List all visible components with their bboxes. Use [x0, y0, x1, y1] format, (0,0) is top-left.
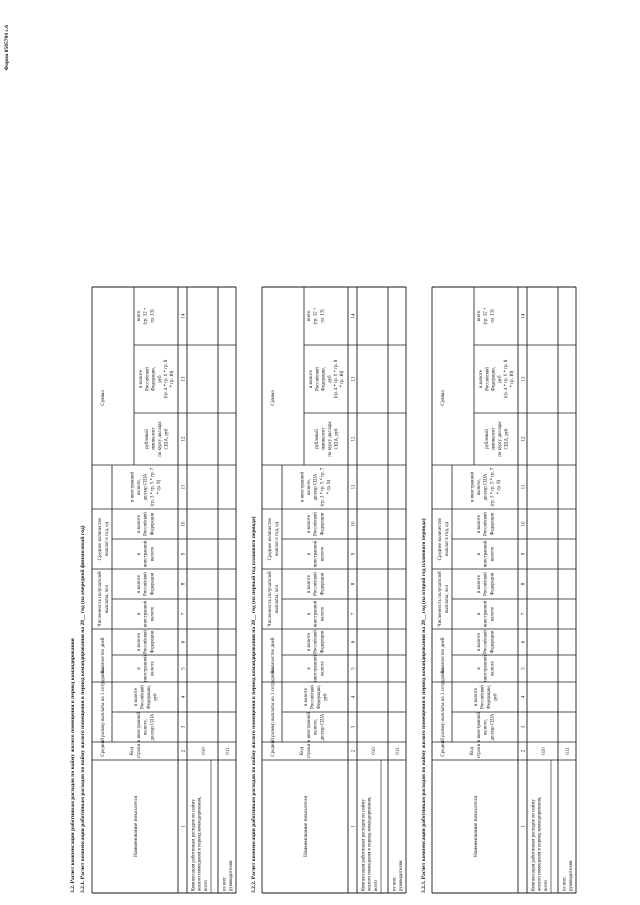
- subheader-sum-equiv: США, руб: [334, 428, 340, 450]
- subheader-foreign: иностранной: [313, 600, 319, 628]
- column-number: 12: [181, 436, 187, 442]
- column-number: 13: [351, 376, 357, 382]
- subheader-foreign-usd: в иностранной: [477, 711, 483, 743]
- subheader-rf: в валюте: [137, 575, 143, 593]
- subheader-foreign: валюте: [320, 606, 326, 622]
- column-number: 13: [181, 376, 187, 382]
- subheader-foreign-usd: в иностранной: [307, 711, 313, 743]
- column-number: 9: [351, 552, 357, 556]
- row-code: 010: [372, 747, 377, 755]
- row-label: руководителям: [568, 860, 574, 891]
- column-number: 10: [521, 521, 527, 527]
- table-title: 3.2.1. Расчет компенсации работникам расходов по найму жилого помещения в период командирования на 20__ год (на очередной финансовый год): [80, 525, 86, 893]
- subheader-rf: в валюте: [477, 633, 483, 651]
- column-number: 2: [351, 749, 357, 753]
- column-number: 14: [351, 313, 357, 319]
- column-number: 6: [521, 640, 527, 644]
- column-number: 9: [181, 552, 187, 556]
- subheader-sum-rf: * гр. 10): [510, 370, 516, 388]
- subheader-sum-equiv: по курсу доллара: [327, 421, 333, 457]
- subheader-foreign-usd: доллар США: [490, 713, 496, 741]
- row-code: 010: [542, 747, 547, 755]
- subheader-sum-rf: руб: [327, 375, 333, 383]
- subheader-rub: руб: [323, 693, 329, 701]
- subheader-sum-foreign: * гр. 9): [156, 479, 162, 495]
- subheader-rf: Российской: [143, 512, 149, 536]
- subheader-foreign: иностранной: [483, 655, 489, 682]
- subheader-rf: Федерации: [150, 512, 156, 536]
- subheader-total: (гр. 12 +: [483, 307, 489, 325]
- column-header-name: Наименование показателя: [473, 796, 479, 857]
- subheader-sum-foreign: (гр. 3 * гр. 5 * гр. 7: [150, 467, 156, 507]
- subheader-sum-equiv: рублевый: [484, 429, 490, 449]
- subheader-sum-rf: в валюте: [309, 370, 315, 388]
- subheader-sum-rf: Федерации,: [491, 367, 497, 391]
- subheader-sum-foreign: * гр. 9): [326, 479, 332, 495]
- subheader-total: (гр. 12 +: [313, 307, 319, 325]
- subheader-rub: Российской: [140, 685, 146, 709]
- subheader-foreign-usd: валюте,: [313, 719, 319, 735]
- subheader-foreign: валюте: [150, 606, 156, 622]
- column-number: 4: [351, 695, 357, 699]
- column-number: 4: [521, 695, 527, 699]
- subheader-sum-foreign: валюте,: [137, 479, 143, 495]
- subheader-rub: Федерации,: [146, 685, 152, 709]
- subheader-foreign: в: [137, 612, 143, 616]
- column-number: 2: [181, 749, 187, 753]
- column-header-avg-count: Среднее количество: [268, 517, 273, 561]
- subheader-foreign-usd: валюте,: [483, 719, 489, 735]
- column-number: 1: [181, 825, 187, 828]
- subheader-rf: в валюте: [477, 575, 483, 593]
- column-number: 5: [181, 667, 187, 670]
- subheader-rf: Федерации: [150, 572, 156, 596]
- subheader-rf: Федерации: [320, 572, 326, 596]
- subheader-foreign: валюте: [150, 546, 156, 562]
- subheader-rub: Российской: [480, 685, 486, 709]
- subheader-sum-rf: (гр. 4 * гр. 6 * гр. 8: [333, 359, 339, 399]
- column-number: 2: [521, 749, 527, 753]
- subheader-sum-rf: руб: [497, 375, 503, 383]
- row-label: из них:: [222, 876, 228, 891]
- subheader-foreign: иностранной: [483, 540, 489, 568]
- column-header-recipients: выплаты, чел: [445, 584, 450, 614]
- subheader-sum-foreign: доллар США: [483, 473, 489, 501]
- subheader-foreign: валюте: [150, 661, 156, 676]
- subheader-sum-equiv: эквивалент: [491, 427, 497, 451]
- table-3: [420, 287, 576, 893]
- column-number: 10: [351, 521, 357, 527]
- column-number: 6: [181, 640, 187, 644]
- column-header-code: строки: [477, 743, 482, 759]
- column-header-code: строки: [137, 743, 142, 759]
- subheader-sum-rf: в валюте: [139, 370, 145, 388]
- subheader-total: гр. 13): [490, 309, 496, 323]
- subheader-rf: Российской: [313, 630, 319, 654]
- row-label: жилого помещения в период командирования,: [367, 796, 373, 891]
- column-number: 5: [521, 667, 527, 670]
- row-label: руководителям: [228, 860, 234, 891]
- subheader-sum-equiv: по курсу доллара: [157, 421, 163, 457]
- subheader-rf: Федерации: [320, 630, 326, 654]
- row-code: 010: [202, 747, 207, 755]
- column-number: 8: [521, 582, 527, 586]
- column-header-days: Количество дней: [101, 637, 106, 674]
- row-label: из них:: [562, 876, 568, 891]
- subheader-foreign-usd: доллар США: [150, 713, 156, 741]
- column-number: 7: [181, 612, 187, 616]
- subheader-rub: в валюте: [133, 688, 139, 706]
- column-header-avg-pay: Средний размер выплаты на 1 сотрудника: [441, 667, 446, 757]
- subheader-sum-equiv: рублевый: [314, 429, 320, 449]
- column-number: 9: [521, 552, 527, 556]
- subheader-sum-foreign: валюте,: [477, 479, 483, 495]
- subheader-rub: Российской: [310, 685, 316, 709]
- subheader-sum-equiv: рублевый: [144, 429, 150, 449]
- row-label: всего: [204, 880, 210, 891]
- column-header-sum: Сумма: [270, 390, 276, 406]
- subheader-foreign: валюте: [490, 661, 496, 676]
- table-2: [250, 287, 406, 893]
- column-header-recipients: выплаты, чел: [105, 584, 110, 614]
- subheader-rf: Российской: [143, 572, 149, 596]
- subheader-rub: в валюте: [303, 688, 309, 706]
- column-number: 12: [351, 436, 357, 442]
- column-header-avg-pay: Средний размер выплаты на 1 сотрудника: [101, 667, 106, 757]
- row-label: из них:: [392, 876, 398, 891]
- subheader-sum-foreign: валюте,: [307, 479, 313, 495]
- subheader-sum-rf: Федерации,: [151, 367, 157, 391]
- subheader-foreign-usd: доллар США: [320, 713, 326, 741]
- subheader-total: всего: [477, 310, 483, 322]
- column-header-code: Код: [130, 747, 135, 755]
- subheader-sum-rf: в валюте: [479, 370, 485, 388]
- column-header-avg-pay: Средний размер выплаты на 1 сотрудника: [271, 667, 276, 757]
- subheader-rf: в валюте: [137, 633, 143, 651]
- subheader-sum-foreign: в иностранной: [300, 471, 306, 503]
- table-title: 3.2.2. Расчет компенсации работникам расходов по найму жилого помещения в период командирования на 20__ год (на первый год планового периода): [251, 516, 257, 893]
- column-number: 4: [181, 695, 187, 699]
- row-code: 011: [566, 747, 571, 755]
- table-1: [79, 287, 236, 893]
- form-id: Форма 0505704 с.6: [4, 25, 10, 71]
- subheader-rf: в валюте: [307, 515, 313, 533]
- row-label: руководителям: [398, 860, 404, 891]
- subheader-foreign: иностранной: [483, 600, 489, 628]
- subheader-foreign: в: [477, 612, 483, 616]
- subheader-sum-equiv: США, руб: [164, 428, 170, 450]
- column-header-code: Код: [300, 747, 305, 755]
- subheader-sum-foreign: (гр. 3 * гр. 5 * гр. 7: [320, 467, 326, 507]
- column-number: 14: [181, 313, 187, 319]
- subheader-total: всего: [137, 310, 143, 322]
- column-header-avg-count: выплат в год, ед: [275, 521, 280, 557]
- column-header-sum: Сумма: [440, 390, 446, 406]
- subheader-foreign-usd: в иностранной: [137, 711, 143, 743]
- subheader-foreign: в: [307, 552, 313, 556]
- table-title: 3.2.3. Расчет компенсации работникам расходов по найму жилого помещения в период командирования на 20__ год (на второй год планового периода): [421, 518, 427, 893]
- column-header-name: Наименование показателя: [303, 796, 309, 857]
- subheader-rf: в валюте: [137, 515, 143, 533]
- subheader-foreign: иностранной: [143, 600, 149, 628]
- subheader-total: всего: [307, 310, 313, 322]
- row-label: всего: [374, 880, 380, 891]
- column-number: 13: [521, 376, 527, 382]
- subheader-foreign: иностранной: [143, 540, 149, 568]
- subheader-sum-foreign: в иностранной: [130, 471, 136, 503]
- column-number: 1: [521, 825, 527, 828]
- column-number: 11: [181, 484, 187, 490]
- subheader-total: (гр. 12 +: [143, 307, 149, 325]
- subheader-rf: в валюте: [307, 575, 313, 593]
- subheader-sum-rf: (гр. 4 * гр. 6 * гр. 8: [163, 359, 169, 399]
- column-number: 11: [521, 484, 527, 490]
- subheader-sum-equiv: США, руб: [504, 428, 510, 450]
- subheader-total: гр. 13): [320, 309, 326, 323]
- subheader-rf: Российской: [313, 512, 319, 536]
- subheader-foreign: валюте: [490, 546, 496, 562]
- column-number: 7: [521, 612, 527, 616]
- subheader-rf: Федерации: [490, 630, 496, 654]
- subheader-sum-rf: * гр. 10): [170, 370, 176, 388]
- subheader-foreign: валюте: [320, 546, 326, 562]
- subheader-foreign: валюте: [320, 661, 326, 676]
- subheader-foreign: в: [477, 552, 483, 556]
- subheader-foreign: в: [307, 667, 313, 670]
- subheader-sum-foreign: доллар США: [143, 473, 149, 501]
- column-number: 8: [351, 582, 357, 586]
- column-header-recipients: Численность получателей: [98, 571, 103, 627]
- subheader-rf: Федерации: [320, 512, 326, 536]
- column-header-sum: Сумма: [100, 390, 106, 406]
- row-label: Компенсация работникам расходов по найму: [191, 799, 197, 891]
- column-header-recipients: Численность получателей: [268, 571, 273, 627]
- row-code: 011: [226, 747, 231, 755]
- column-number: 3: [181, 725, 187, 729]
- column-number: 3: [521, 725, 527, 729]
- subheader-sum-equiv: эквивалент: [321, 427, 327, 451]
- subheader-foreign: валюте: [490, 606, 496, 622]
- subheader-rf: Федерации: [490, 512, 496, 536]
- subheader-sum-rf: руб: [157, 375, 163, 383]
- column-number: 8: [181, 582, 187, 586]
- column-number: 1: [351, 825, 357, 828]
- subheader-rf: в валюте: [307, 633, 313, 651]
- column-header-days: Количество дней: [441, 637, 446, 674]
- subheader-foreign: в: [477, 667, 483, 670]
- subheader-rf: в валюте: [477, 515, 483, 533]
- column-header-avg-count: Среднее количество: [438, 517, 443, 561]
- subheader-sum-foreign: * гр. 9): [496, 479, 502, 495]
- subheader-foreign: иностранной: [143, 655, 149, 682]
- section-title: 3.2. Расчет компенсации работникам расходов по найму жилого помещения в период командирования: [70, 638, 76, 893]
- subheader-rf: Федерации: [490, 572, 496, 596]
- subheader-foreign: в: [307, 612, 313, 616]
- subheader-sum-equiv: по курсу доллара: [497, 421, 503, 457]
- column-header-recipients: выплаты, чел: [275, 584, 280, 614]
- subheader-rub: руб: [493, 693, 499, 701]
- subheader-sum-rf: (гр. 4 * гр. 6 * гр. 8: [503, 359, 509, 399]
- subheader-sum-rf: Российской: [485, 367, 491, 391]
- column-header-days: Количество дней: [271, 637, 276, 674]
- subheader-rf: Российской: [143, 630, 149, 654]
- subheader-sum-foreign: (гр. 3 * гр. 5 * гр. 7: [490, 467, 496, 507]
- subheader-rf: Российской: [483, 512, 489, 536]
- row-label: всего: [544, 880, 550, 891]
- column-header-name: Наименование показателя: [133, 796, 139, 857]
- column-header-code: Код: [470, 747, 475, 755]
- column-number: 7: [351, 612, 357, 616]
- subheader-foreign: в: [137, 667, 143, 670]
- column-number: 11: [351, 484, 357, 490]
- row-label: Компенсация работникам расходов по найму: [361, 799, 367, 891]
- subheader-rf: Российской: [483, 572, 489, 596]
- subheader-sum-rf: Российской: [145, 367, 151, 391]
- column-header-avg-count: Среднее количество: [98, 517, 103, 561]
- subheader-rub: в валюте: [473, 688, 479, 706]
- column-number: 12: [521, 436, 527, 442]
- subheader-sum-foreign: доллар США: [313, 473, 319, 501]
- subheader-sum-foreign: в иностранной: [470, 471, 476, 503]
- row-label: Компенсация работникам расходов по найму: [531, 799, 537, 891]
- column-number: 14: [521, 313, 527, 319]
- subheader-sum-equiv: эквивалент: [151, 427, 157, 451]
- column-number: 3: [351, 725, 357, 729]
- subheader-rf: Российской: [313, 572, 319, 596]
- row-label: жилого помещения в период командирования,: [537, 796, 543, 891]
- column-header-avg-count: выплат в год, ед: [105, 521, 110, 557]
- column-header-code: строки: [307, 743, 312, 759]
- subheader-foreign: иностранной: [313, 540, 319, 568]
- subheader-rf: Федерации: [150, 630, 156, 654]
- row-code: 011: [396, 747, 401, 755]
- column-number: 6: [351, 640, 357, 644]
- column-header-avg-count: выплат в год, ед: [445, 521, 450, 557]
- subheader-rub: руб: [153, 693, 159, 701]
- subheader-foreign: иностранной: [313, 655, 319, 682]
- subheader-sum-rf: * гр. 10): [340, 370, 346, 388]
- subheader-foreign: в: [137, 552, 143, 556]
- column-header-recipients: Численность получателей: [438, 571, 443, 627]
- subheader-foreign-usd: валюте,: [143, 719, 149, 735]
- row-label: жилого помещения в период командирования,: [197, 796, 203, 891]
- column-number: 5: [351, 667, 357, 670]
- subheader-rub: Федерации,: [486, 685, 492, 709]
- subheader-rf: Российской: [483, 630, 489, 654]
- subheader-total: гр. 13): [150, 309, 156, 323]
- subheader-rub: Федерации,: [316, 685, 322, 709]
- subheader-sum-rf: Российской: [315, 367, 321, 391]
- subheader-sum-rf: Федерации,: [321, 367, 327, 391]
- column-number: 10: [181, 521, 187, 527]
